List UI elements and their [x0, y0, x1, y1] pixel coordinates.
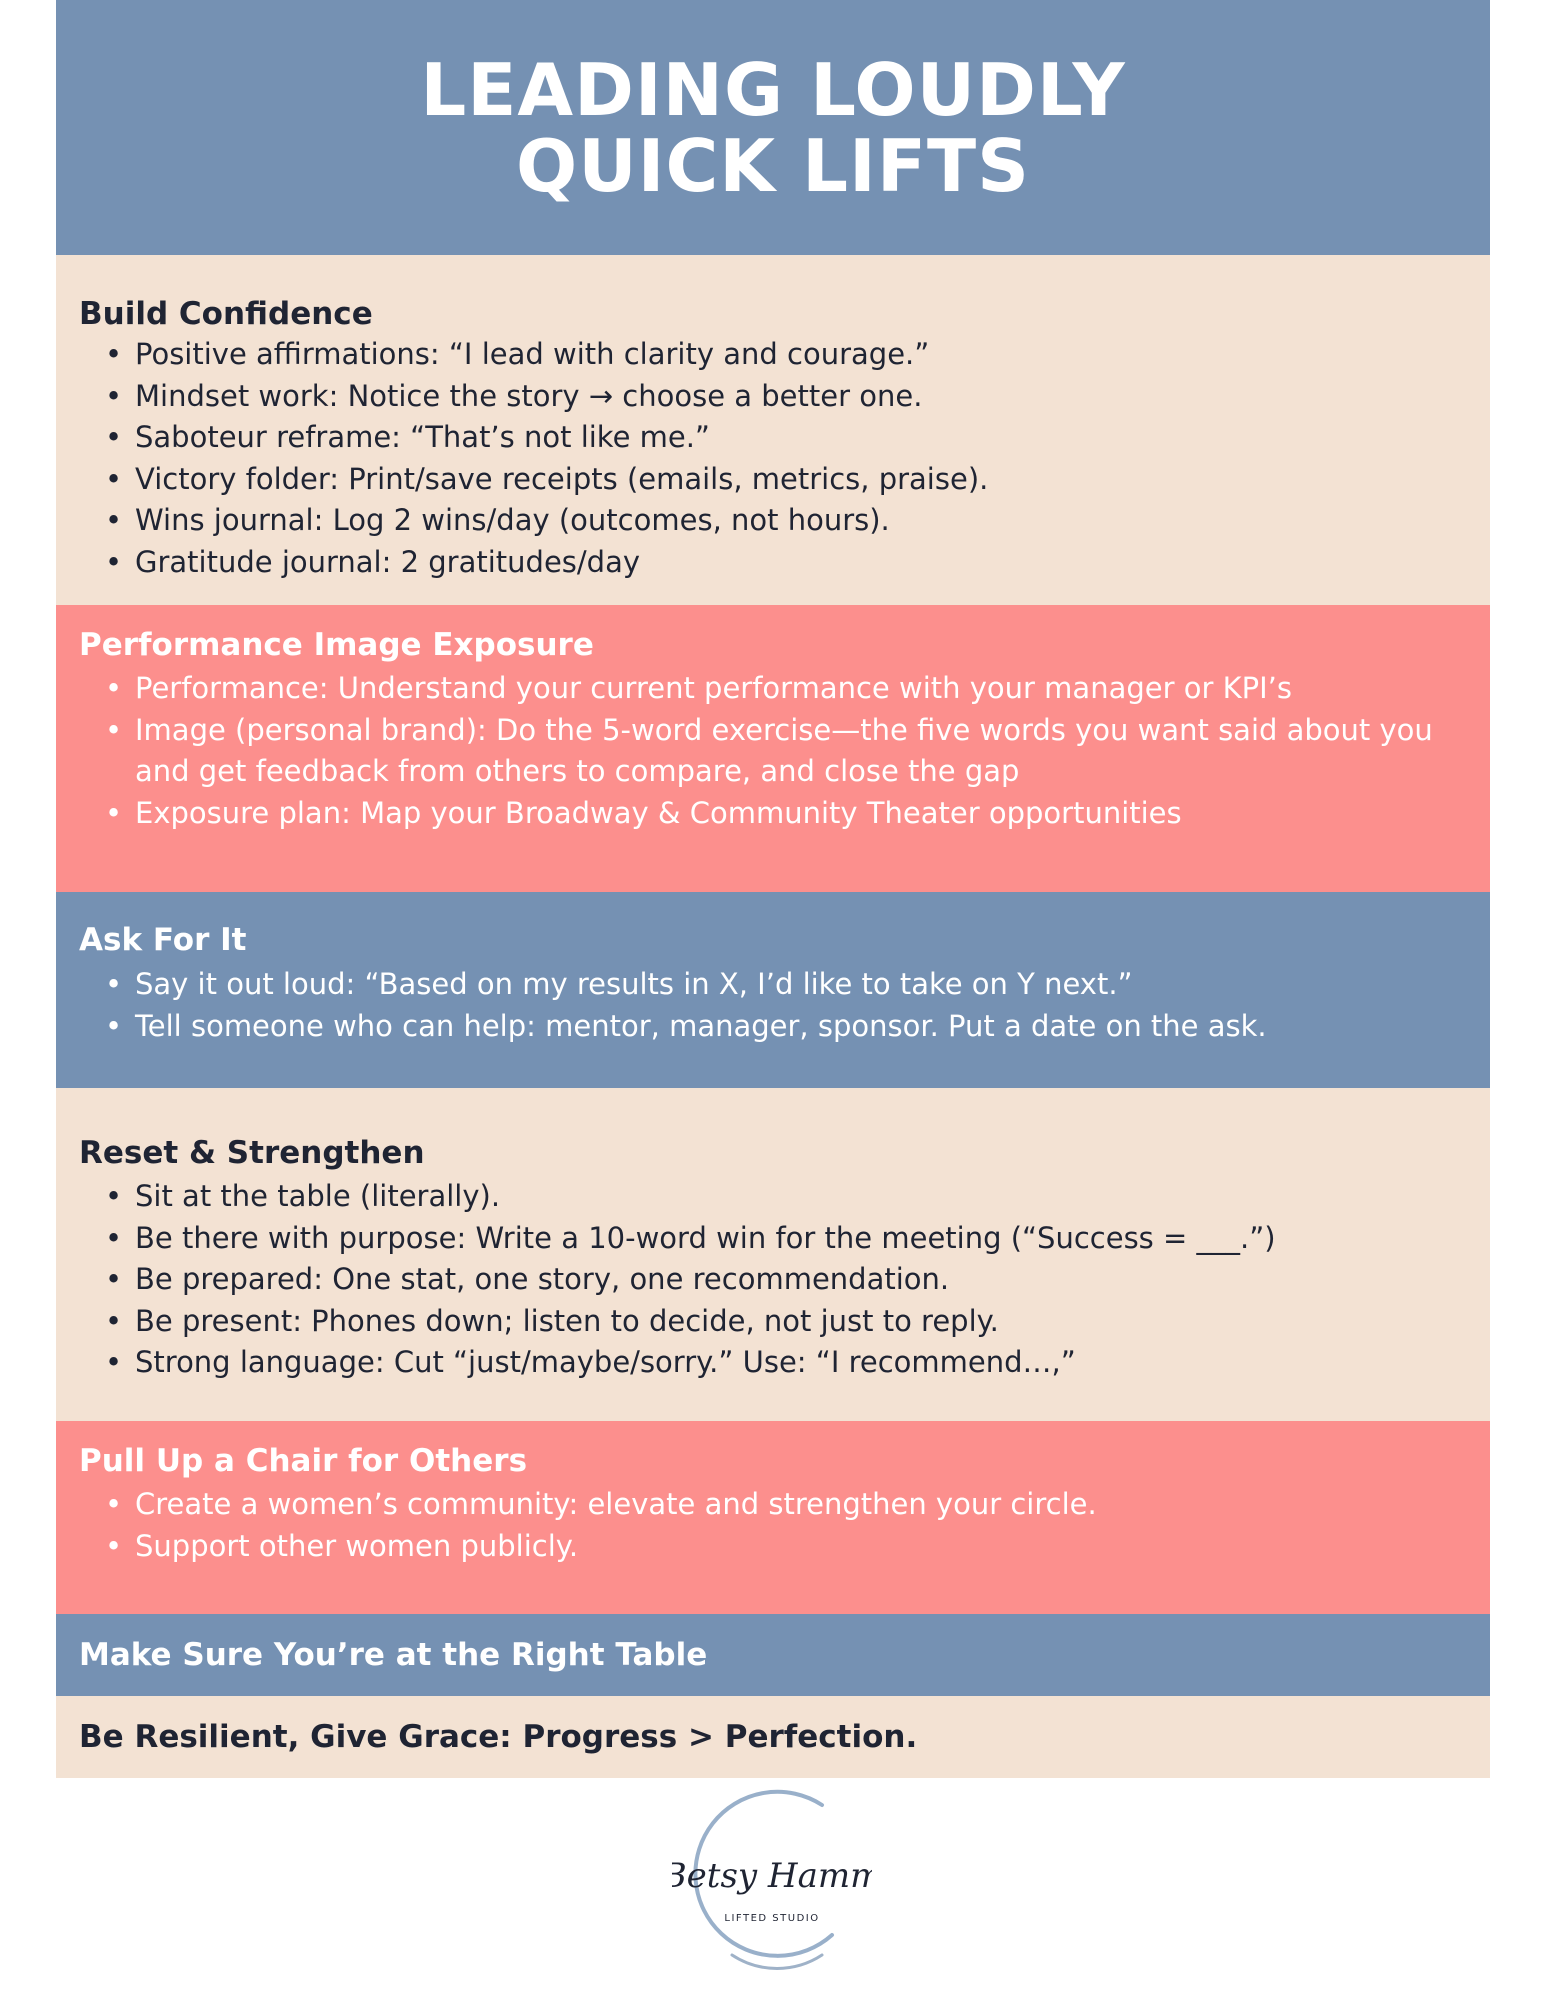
section-heading: Build Confidence	[79, 296, 373, 332]
list-item: • Positive affirmations: “I lead with clarity and courage.”	[79, 334, 1460, 376]
title-line-2: QUICK LIFTS	[516, 123, 1030, 208]
list-item: • Support other women publicly.	[79, 1526, 1460, 1568]
bullet-list	[79, 668, 1460, 834]
title-banner	[56, 0, 1490, 255]
list-item: • Exposure plan: Map your Broadway & Community Theater opportunities	[79, 793, 1460, 835]
logo-signature: Betsy Hamm	[672, 1856, 872, 1896]
bullet-list	[79, 334, 1460, 583]
brand-logo	[672, 1785, 872, 1975]
section-build-confidence	[56, 255, 1490, 605]
list-item: • Tell someone who can help: mentor, manager, sponsor. Put a date on the ask.	[79, 1006, 1460, 1048]
section-heading: Be Resilient, Give Grace: Progress > Perfection.	[79, 1719, 918, 1755]
list-item: • Be present: Phones down; listen to decide, not just to reply.	[79, 1301, 1460, 1343]
title-line-1: LEADING LOUDLY	[420, 47, 1126, 132]
list-item: • Performance: Understand your current performance with your manager or KPI’s	[79, 668, 1460, 710]
section-pull-up-a-chair	[56, 1421, 1490, 1614]
logo-tagline: LIFTED STUDIO	[724, 1913, 820, 1924]
section-heading: Ask For It	[79, 922, 247, 958]
section-heading: Pull Up a Chair for Others	[79, 1443, 528, 1479]
list-item: • Image (personal brand): Do the 5-word exercise—the five words you want said about you and get feedback from others to compare, and close the gap	[79, 710, 1460, 793]
list-item: • Say it out loud: “Based on my results in X, I’d like to take on Y next.”	[79, 964, 1460, 1006]
list-item: • Mindset work: Notice the story → choose a better one.	[79, 376, 1460, 418]
section-performance-image-exposure	[56, 605, 1490, 892]
list-item: • Victory folder: Print/save receipts (emails, metrics, praise).	[79, 459, 1460, 501]
section-right-table	[56, 1614, 1490, 1696]
list-item: • Gratitude journal: 2 gratitudes/day	[79, 542, 1460, 584]
section-ask-for-it	[56, 892, 1490, 1088]
section-be-resilient	[56, 1696, 1490, 1778]
list-item: • Sit at the table (literally).	[79, 1176, 1460, 1218]
list-item: • Be prepared: One stat, one story, one recommendation.	[79, 1259, 1460, 1301]
list-item: • Strong language: Cut “just/maybe/sorry.” Use: “I recommend…,”	[79, 1342, 1460, 1384]
list-item: • Be there with purpose: Write a 10-word win for the meeting (“Success = ___.”)	[79, 1218, 1460, 1260]
list-item: • Create a women’s community: elevate and strengthen your circle.	[79, 1484, 1460, 1526]
list-item: • Saboteur reframe: “That’s not like me.”	[79, 417, 1460, 459]
section-heading: Performance Image Exposure	[79, 627, 594, 663]
list-item: • Wins journal: Log 2 wins/day (outcomes, not hours).	[79, 500, 1460, 542]
section-reset-strengthen	[56, 1088, 1490, 1421]
bullet-list	[79, 1176, 1460, 1384]
section-heading: Make Sure You’re at the Right Table	[79, 1637, 708, 1673]
logo-ring-icon	[672, 1785, 872, 1975]
bullet-list	[79, 964, 1460, 1047]
section-heading: Reset & Strengthen	[79, 1135, 425, 1171]
bullet-list	[79, 1484, 1460, 1567]
